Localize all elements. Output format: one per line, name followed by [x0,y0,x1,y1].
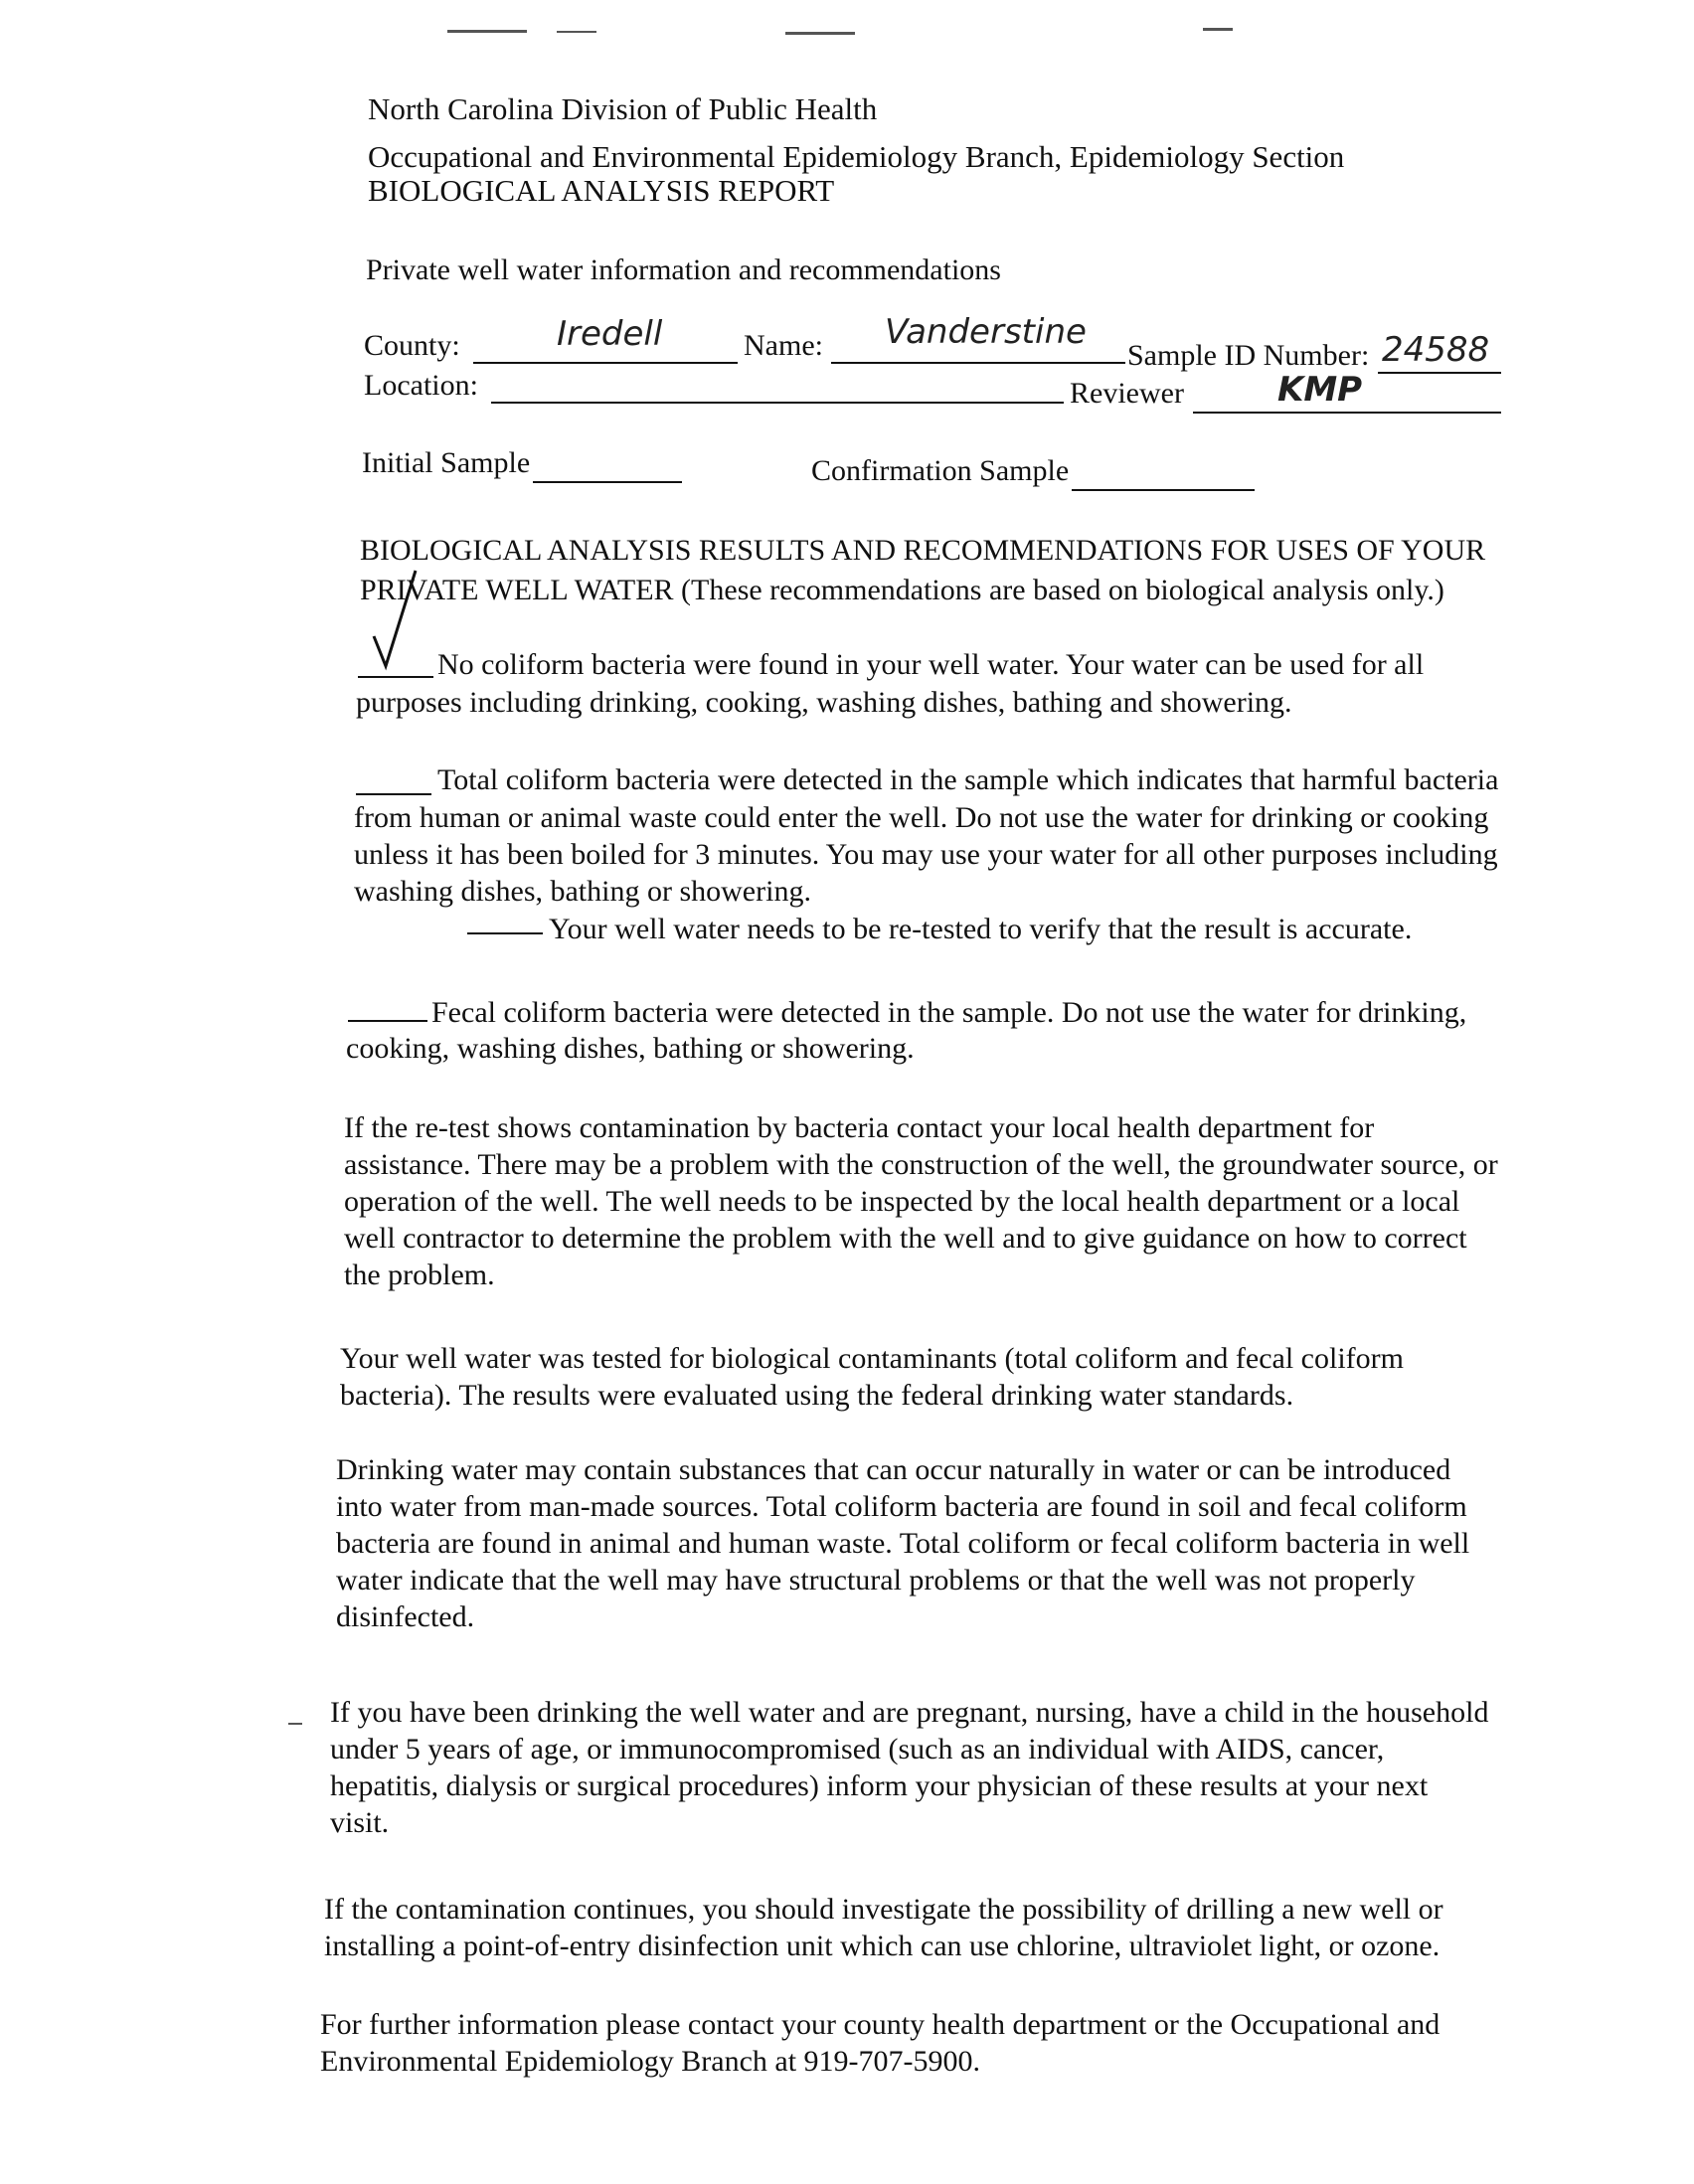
header-line-1: North Carolina Division of Public Health [368,91,878,126]
reviewer-value: KMP [1277,370,1363,410]
paragraph-contamination-continues: If the contamination continues, you should investigate the possibility of drilling a new well or installing a point-of-entry disinfection unit which can use chlorine, ultraviolet light, or ozone. [324,1893,1443,1962]
retest-blank[interactable] [467,907,543,934]
name-value: Vanderstine [885,312,1087,352]
initial-sample-field[interactable] [533,455,682,483]
confirmation-sample-label: Confirmation Sample [811,454,1070,487]
option-total-coliform-blank[interactable] [356,767,431,795]
scan-speck [447,30,527,33]
subtitle: Private well water information and recommendations [366,253,1001,286]
county-label: County: [364,329,460,362]
option-no-coliform-line2: purposes including drinking, cooking, washing dishes, bathing and showering. [356,686,1292,719]
option-fecal-coliform-line1: Fecal coliform bacteria were detected in the sample. Do not use the water for drinking, [431,996,1467,1029]
paragraph-drinking-water: Drinking water may contain substances that can occur naturally in water or can be introduced into water from man-made sources. Total coliform bacteria are found in soil and fecal coliform bacteria are found in animal and human waste. Total coliform or fecal coliform bacteria in well water indicate that the well may have structural problems or that the well was not properly disinfected. [336,1453,1470,1633]
header-line-2: Occupational and Environmental Epidemiology Branch, Epidemiology Section [368,139,1345,174]
initial-sample-label: Initial Sample [362,446,531,479]
scan-speck [1203,28,1233,31]
results-heading-line-1: BIOLOGICAL ANALYSIS RESULTS AND RECOMMENDATIONS FOR USES OF YOUR [360,534,1486,567]
reviewer-label: Reviewer [1070,377,1184,410]
county-value: Iredell [557,314,663,354]
location-label: Location: [364,369,478,402]
paragraph-retest: If the re-test shows contamination by bacteria contact your local health department for assistance. There may be a problem with the construction of the well, the groundwater source, or operation of the well. The well needs to be inspected by the local health department or a local well contractor to determine the problem with the well and to give guidance on how to correct the problem. [344,1111,1498,1291]
option-fecal-coliform-blank[interactable] [348,994,427,1022]
retest-note: Your well water needs to be re-tested to verify that the result is accurate. [549,913,1413,945]
scan-speck [785,32,855,35]
header-line-3: BIOLOGICAL ANALYSIS REPORT [368,173,835,208]
sample-id-value: 24588 [1382,330,1490,370]
paragraph-health-advice: If you have been drinking the well water and are pregnant, nursing, have a child in the household under 5 years of age, or immunocompromised (such as an individual with AIDS, cancer, hepatitis, dialysis or surgical procedures) inform your physician of these results at your next visit. [330,1696,1489,1839]
name-label: Name: [744,329,823,362]
confirmation-sample-field[interactable] [1072,463,1255,491]
paragraph-contact-info: For further information please contact your county health department or the Occupational and Environmental Epidemiology Branch at 919-707-5900. [320,2008,1440,2078]
option-no-coliform-line1: No coliform bacteria were found in your well water. Your water can be used for all [437,648,1425,681]
results-heading-line-2: PRIVATE WELL WATER (These recommendations are based on biological analysis only.) [360,574,1444,606]
sample-id-label: Sample ID Number: [1127,339,1370,372]
paragraph-tested: Your well water was tested for biological contaminants (total coliform and fecal coliform bacteria). The results were evaluated using the federal drinking water standards. [340,1342,1404,1412]
scan-speck [288,1723,302,1725]
option-total-coliform-rest: from human or animal waste could enter the well. Do not use the water for drinking or cooking unless it has been boiled for 3 minutes. You may use your water for all other purposes including washing dishes, bathing or showering. [354,801,1498,908]
option-total-coliform-line1: Total coliform bacteria were detected in the sample which indicates that harmful bacteria [437,763,1499,796]
location-field[interactable] [491,376,1064,404]
checkmark-icon [366,567,425,676]
scan-speck [557,31,596,33]
option-fecal-coliform-line2: cooking, washing dishes, bathing or showering. [346,1032,915,1065]
